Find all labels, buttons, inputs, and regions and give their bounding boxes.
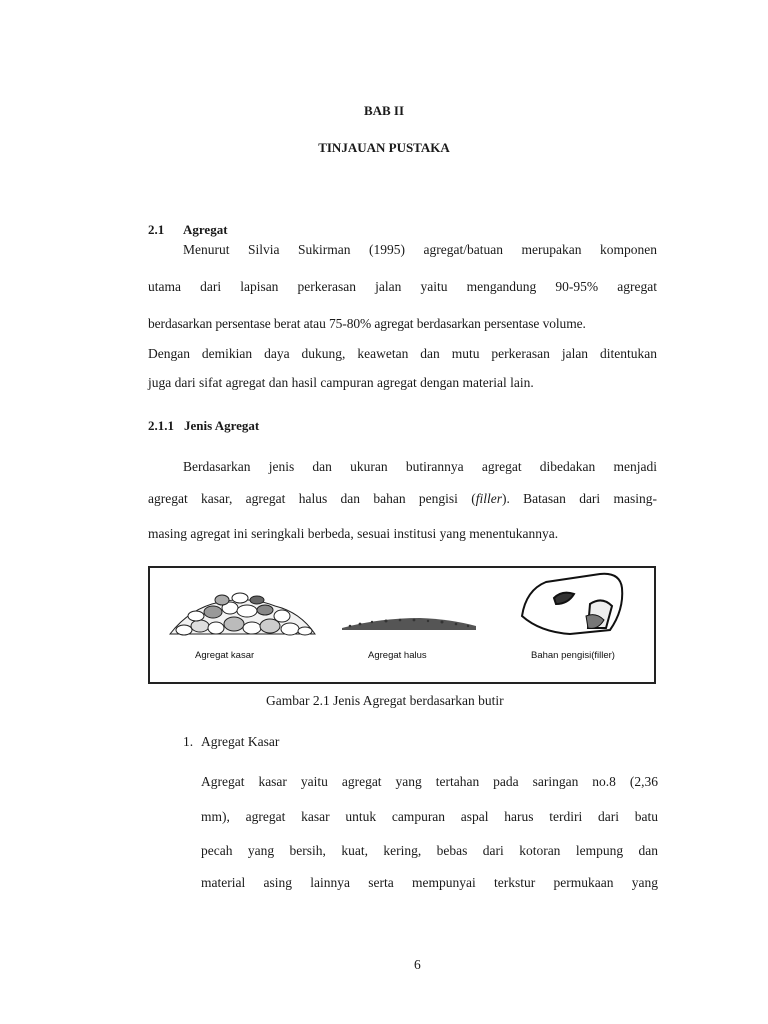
list-item-line-3: pecah yang bersih, kuat, kering, bebas dari kotoran lempung dan bbox=[201, 843, 658, 858]
page-number: 6 bbox=[414, 957, 421, 972]
line2-after: ). Batasan dari masing- bbox=[501, 491, 657, 506]
figure-label-filler: Bahan pengisi(filler) bbox=[531, 650, 615, 661]
list-item-line-2: mm), agregat kasar untuk campuran aspal harus terdiri dari batu bbox=[201, 809, 658, 824]
coarse-aggregate-pile bbox=[170, 593, 315, 635]
figure-caption: Gambar 2.1 Jenis Agregat berdasarkan butir bbox=[266, 693, 504, 708]
subsection-paragraph-line-3: masing agregat ini seringkali berbeda, sesuai institusi yang menentukannya. bbox=[148, 526, 559, 541]
subsection-paragraph-line-2 bbox=[148, 492, 657, 506]
figure-aggregate-types bbox=[148, 566, 656, 684]
list-item-marker: 1. bbox=[183, 734, 194, 749]
list-item-line-1: Agregat kasar yaitu agregat yang tertahan pada saringan no.8 (2,36 bbox=[201, 774, 658, 789]
section-paragraph-line-4: Dengan demikian daya dukung, keawetan dan mutu perkerasan jalan ditentukan bbox=[148, 346, 657, 361]
chapter-heading: BAB II bbox=[363, 103, 405, 118]
section-paragraph-line-5: juga dari sifat agregat dan hasil campuran agregat dengan material lain. bbox=[148, 375, 534, 390]
subsection-paragraph-line-1: Berdasarkan jenis dan ukuran butirannya agregat dibedakan menjadi bbox=[183, 459, 657, 474]
list-item-title: Agregat Kasar bbox=[201, 734, 280, 749]
filler-term: filler bbox=[475, 491, 502, 506]
section-paragraph-line-2: utama dari lapisan perkerasan jalan yaitu mengandung 90-95% agregat bbox=[148, 279, 657, 294]
subsection-title: Jenis Agregat bbox=[184, 418, 260, 433]
fine-aggregate-strip bbox=[342, 618, 476, 630]
figure-label-fine: Agregat halus bbox=[368, 650, 427, 661]
section-paragraph-line-1: Menurut Silvia Sukirman (1995) agregat/batuan merupakan komponen bbox=[183, 242, 657, 257]
section-title: Agregat bbox=[183, 222, 228, 237]
filler-bag bbox=[522, 574, 622, 634]
figure-illustration bbox=[150, 568, 653, 681]
subsection-number: 2.1.1 bbox=[148, 418, 174, 433]
section-number: 2.1 bbox=[148, 222, 165, 237]
line2-before: agregat kasar, agregat halus dan bahan pengisi ( bbox=[148, 491, 476, 506]
list-item-line-4: material asing lainnya serta mempunyai terkstur permukaan yang bbox=[201, 875, 658, 890]
section-paragraph-line-3: berdasarkan persentase berat atau 75-80% agregat berdasarkan persentase volume. bbox=[148, 316, 586, 331]
figure-label-coarse: Agregat kasar bbox=[195, 650, 255, 661]
chapter-title: TINJAUAN PUSTAKA bbox=[318, 140, 450, 155]
